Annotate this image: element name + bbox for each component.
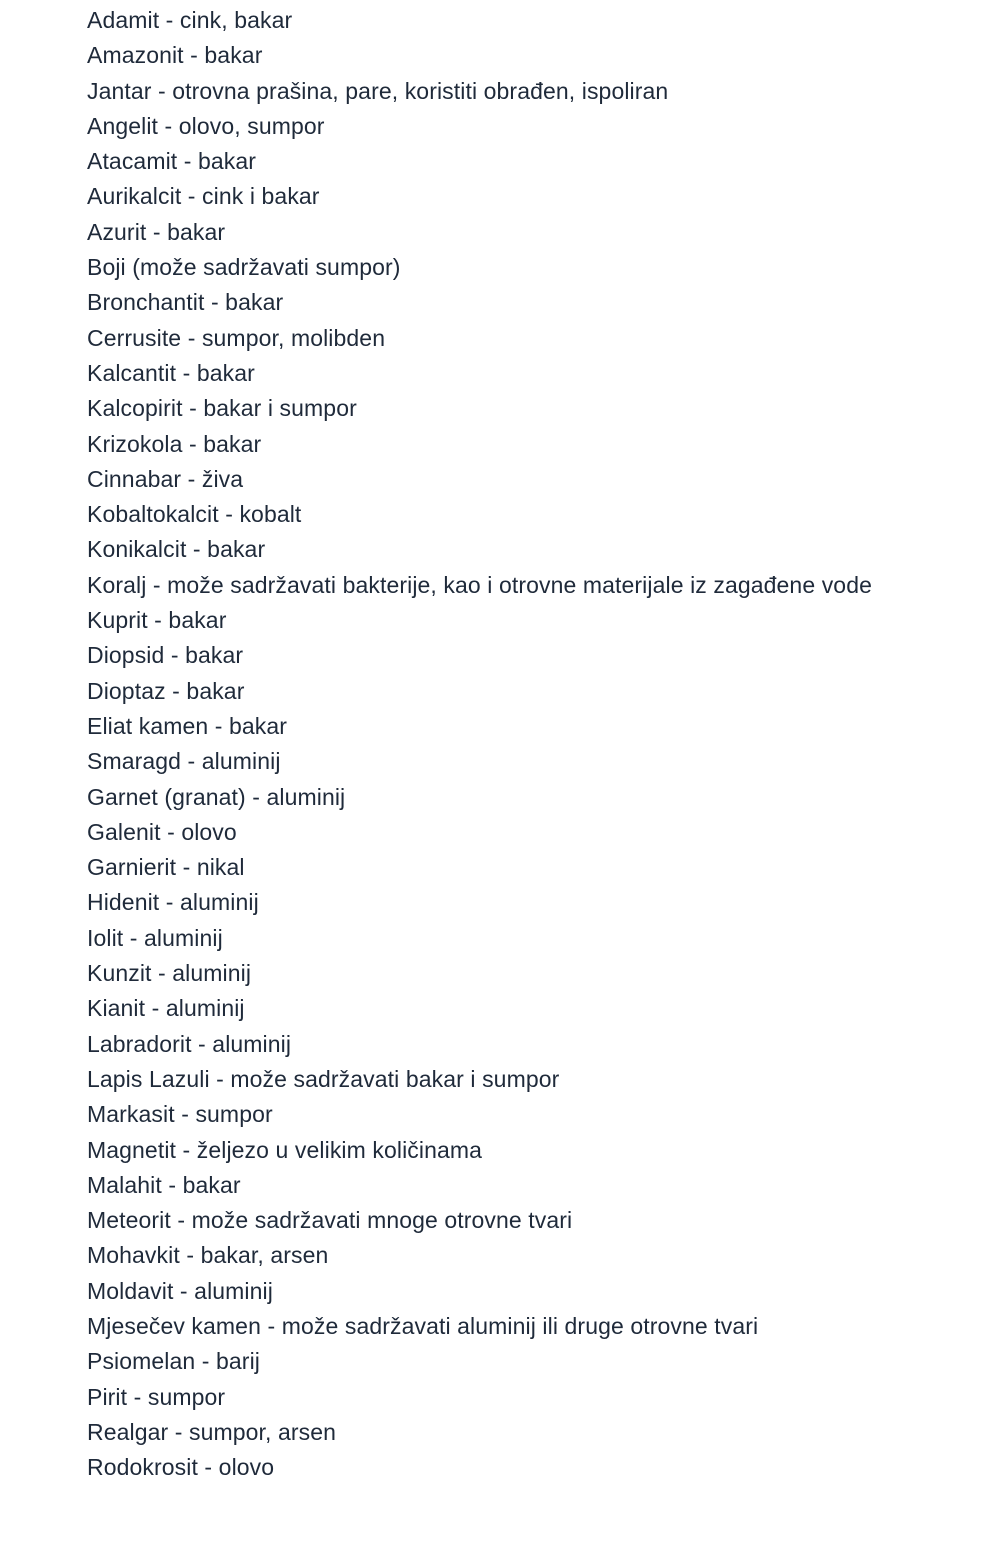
list-item: Magnetit - željezo u velikim količinama: [87, 1136, 483, 1163]
list-item: Mohavkit - bakar, arsen: [87, 1242, 329, 1269]
list-item: Angelit - olovo, sumpor: [87, 112, 325, 139]
list-item: Moldavit - aluminij: [87, 1277, 273, 1304]
list-item: Lapis Lazuli - može sadržavati bakar i sumpor: [87, 1065, 560, 1092]
list-item: Atacamit - bakar: [87, 148, 257, 175]
list-item: Aurikalcit - cink i bakar: [87, 183, 320, 210]
list-item: Mjesečev kamen - može sadržavati aluminij ili druge otrovne tvari: [87, 1312, 759, 1339]
list-item: Iolit - aluminij: [87, 924, 223, 951]
list-item: Garnierit - nikal: [87, 854, 245, 881]
list-item: Kianit - aluminij: [87, 995, 245, 1022]
list-item: Markasit - sumpor: [87, 1101, 273, 1128]
list-item: Cerrusite - sumpor, molibden: [87, 324, 386, 351]
list-item: Smaragd - aluminij: [87, 748, 281, 775]
list-item: Dioptaz - bakar: [87, 677, 245, 704]
list-item: Rodokrosit - olovo: [87, 1454, 275, 1481]
list-item: Malahit - bakar: [87, 1171, 241, 1198]
list-item: Amazonit - bakar: [87, 42, 263, 69]
list-item: Meteorit - može sadržavati mnoge otrovne tvari: [87, 1207, 573, 1234]
list-item: Konikalcit - bakar: [87, 536, 266, 563]
list-item: Garnet (granat) - aluminij: [87, 783, 346, 810]
list-item: Psiomelan - barij: [87, 1348, 260, 1375]
list-item: Pirit - sumpor: [87, 1383, 226, 1410]
list-item: Realgar - sumpor, arsen: [87, 1418, 337, 1445]
list-item: Kunzit - aluminij: [87, 960, 252, 987]
list-item: Hidenit - aluminij: [87, 889, 259, 916]
list-item: Kalcantit - bakar: [87, 359, 255, 386]
list-item: Labradorit - aluminij: [87, 1030, 292, 1057]
list-item: Boji (može sadržavati sumpor): [87, 254, 401, 281]
list-item: Azurit - bakar: [87, 218, 226, 245]
list-item: Cinnabar - živa: [87, 465, 244, 492]
list-item: Kuprit - bakar: [87, 607, 227, 634]
list-item: Diopsid - bakar: [87, 642, 244, 669]
mineral-list: [87, 3, 872, 1485]
list-item: Jantar - otrovna prašina, pare, koristiti obrađen, ispoliran: [87, 77, 669, 104]
list-item: Kobaltokalcit - kobalt: [87, 501, 302, 528]
list-item: Galenit - olovo: [87, 818, 237, 845]
list-item: Krizokola - bakar: [87, 430, 262, 457]
list-item: Adamit - cink, bakar: [87, 7, 293, 33]
list-item: Kalcopirit - bakar i sumpor: [87, 395, 357, 422]
list-item: Bronchantit - bakar: [87, 289, 284, 316]
list-item: Koralj - može sadržavati bakterije, kao i otrovne materijale iz zagađene vode: [87, 571, 872, 598]
list-item: Eliat kamen - bakar: [87, 712, 288, 739]
